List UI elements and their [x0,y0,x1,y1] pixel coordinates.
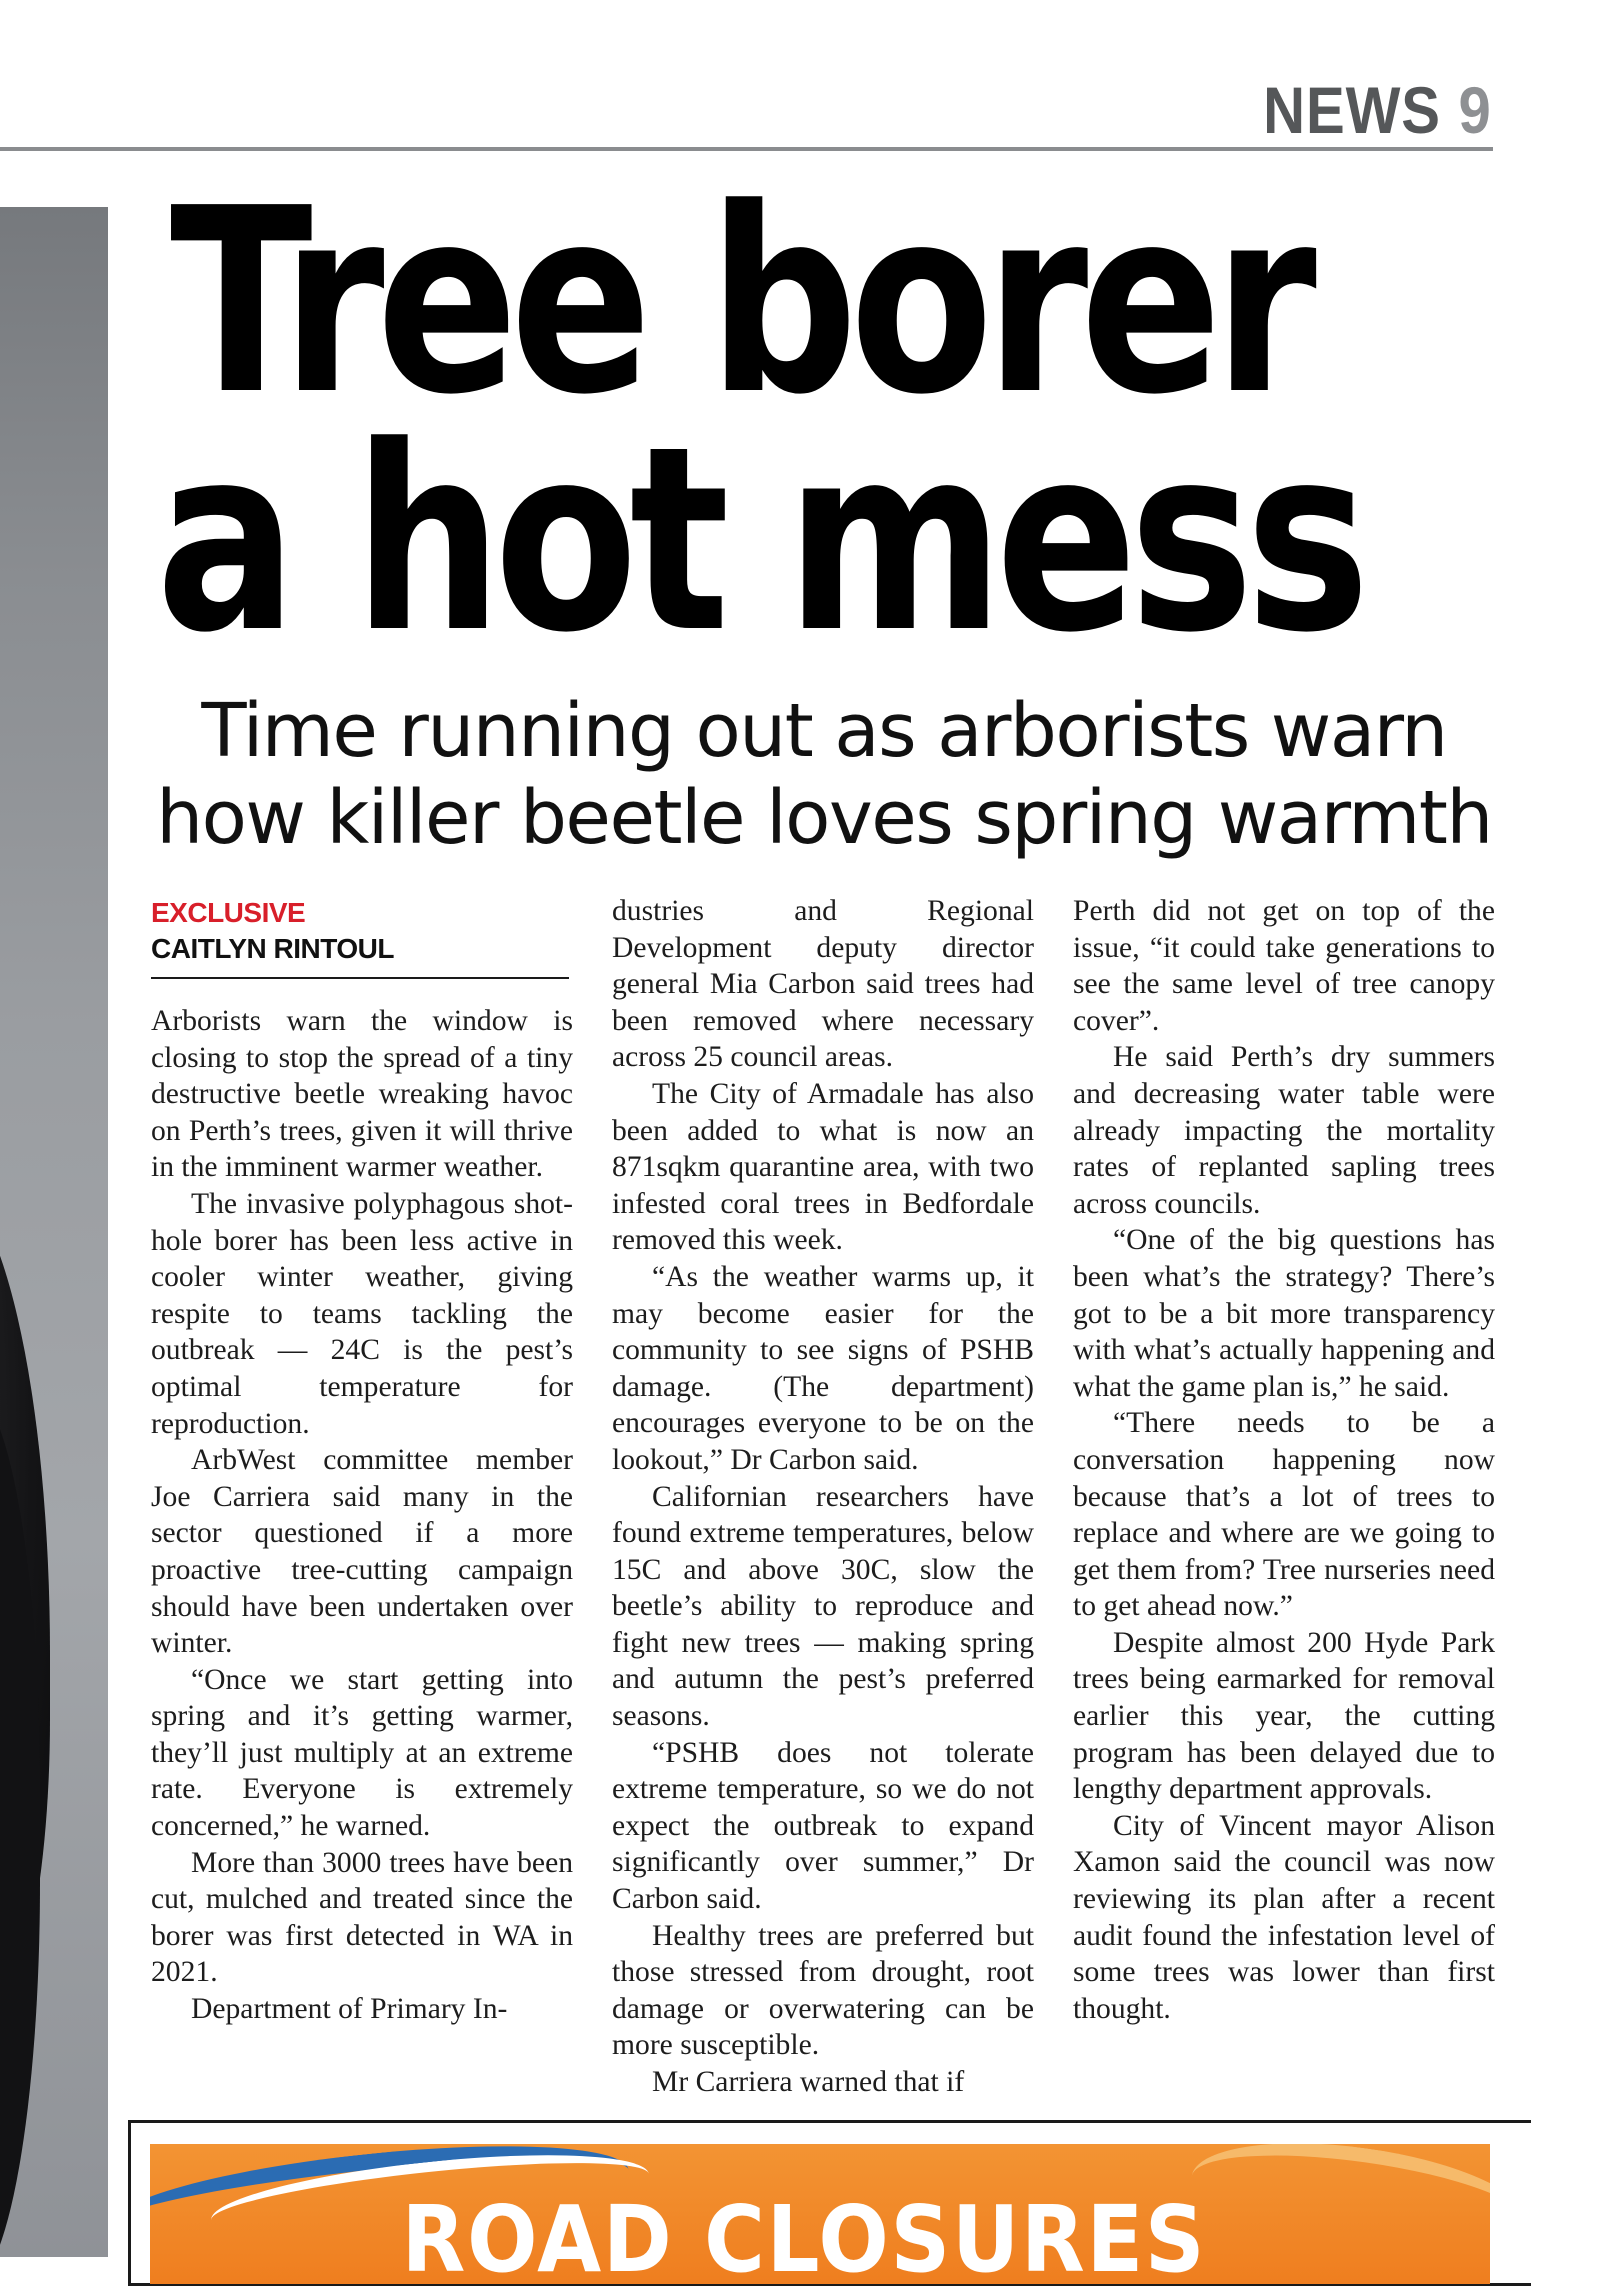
paragraph: Despite almost 200 Hyde Park trees being earmarked for removal earlier this year, the cutting program has been delayed due to lengthy department approvals. [1073,1626,1495,1806]
article-photo [0,207,108,2257]
section-label: NEWS [1263,73,1442,147]
paragraph: Healthy trees are preferred but those stressed from drought, root damage or overwatering can be more susceptible. [612,1919,1034,2062]
paragraph: “PSHB does not tolerate extreme temperature, so we do not expect the outbreak to expand significantly over summer,” Dr Carbon said. [612,1736,1034,1916]
paragraph: dustries and Regional Development deputy director general Mia Carbon said trees had been removed where necessary across 25 council areas. [612,895,1034,1074]
page-number: 9 [1458,73,1492,147]
paragraph: Mr Carriera warned that if [652,2066,965,2098]
section-header [1263,70,1492,150]
subheadline-line-1: Time running out as arborists warn [201,688,1447,774]
paragraph: Arborists warn the window is closing to stop the spread of a tiny destructive beetle wreaking havoc on Perth’s trees, given it will thrive in the imminent warmer weather. [151,1005,573,1184]
paragraph: “There needs to be a conversation happening now because that’s a lot of trees to replace and where are we going to get them from? Tree nurseries need to get ahead now.” [1073,1407,1495,1623]
paragraph: He said Perth’s dry summers and decreasing water table were already impacting the mortality rates of replanted sapling trees across councils. [1073,1041,1495,1220]
paragraph: Perth did not get on top of the issue, “it could take generations to see the same level of tree canopy cover”. [1073,895,1495,1037]
paragraph: The City of Armadale has also been added to what is now an 871sqkm quarantine area, with two infested coral trees in Bedfordale removed this week. [612,1077,1034,1257]
header-rule [0,147,1493,151]
byline [151,895,569,979]
headline-line-1: Tree borer [170,154,1309,451]
paragraph: “As the weather warms up, it may become easier for the community to see signs of PSHB damage. (The department) encourages everyone to be on the lookout,” Dr Carbon said. [612,1260,1034,1476]
author-name: CAITLYN RINTOUL [151,933,394,964]
paragraph: “One of the big questions has been what’s the strategy? There’s got to be a bit more transparency with what’s actually happening and what the game plan is,” he said. [1073,1224,1495,1403]
paragraph: City of Vincent mayor Alison Xamon said the council was now reviewing its plan after a recent audit found the infestation level of some trees was lower than first thought. [1073,1809,1495,2025]
paragraph: “Once we start getting into spring and it’s getting warmer, they’ll just multiply at an extreme rate. Everyone is extremely concerned,” he warned. [151,1663,573,1843]
subheadline [148,688,1500,862]
article-column-3 [1073,893,1495,2027]
exclusive-tag: EXCLUSIVE [151,897,306,928]
paragraph: The invasive polyphagous shot-hole borer has been less active in cooler winter weather, giving respite to teams tackling the outbreak — 24C is the pest’s optimal temperature for reproduction. [151,1187,573,1440]
paragraph: Department of Primary In- [191,1993,508,2026]
paragraph: More than 3000 trees have been cut, mulched and treated since the borer was first detected in WA in 2021. [151,1846,573,1989]
advert-title: ROAD CLOSURES [401,2186,1207,2293]
article-column-2 [612,893,1034,2101]
subheadline-line-2: how killer beetle loves spring warmth [156,775,1492,861]
headline-line-2: a hot mess [156,392,1362,689]
paragraph: ArbWest committee member Joe Carriera said many in the sector questioned if a more proactive tree-cutting campaign should have been undertaken over winter. [151,1444,573,1660]
article-column-1 [151,1003,573,2028]
paragraph: Californian researchers have found extreme temperatures, below 15C and above 30C, slow the beetle’s ability to reproduce and fight new trees — making spring and autumn the pest’s preferred seasons. [612,1480,1034,1733]
